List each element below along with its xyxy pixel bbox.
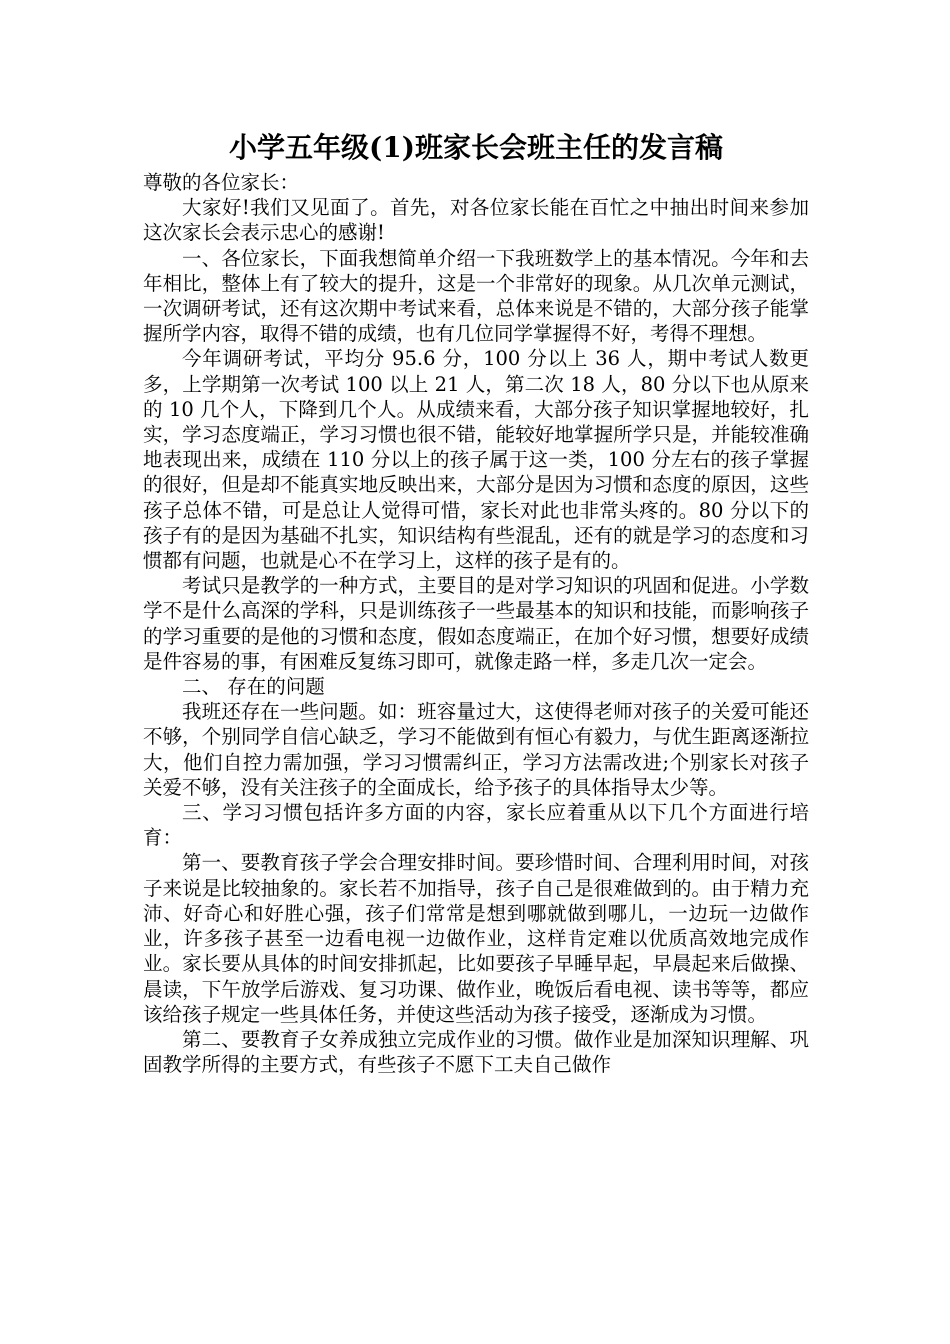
paragraph-exam-results: 今年调研考试，平均分 95.6 分，100 分以上 36 人，期中考试人数更多，上学期第一次考试 100 以上 21 人，第二次 18 人，80 分以下也从原来的 10 几个人，下降到几个人。从成绩来看，大部分孩子知识掌握地较好，扎实，学习态度端正，学习习惯也很不错，能较好地掌握所学只是，并能较准确地表现出来，成绩在 110 分以上的孩子属于这一类，100 分左右的孩子掌握的很好，但是却不能真实地反映出来，大部分是因为习惯和态度的原因，这些孩子总体不错，可是总让人觉得可惜，家长对此也非常头疼的。80 分以下的孩子有的是因为基础不扎实，知识结构有些混乱，还有的就是学习的态度和习惯都有问题，也就是心不在学习上，这样的孩子是有的。 — [143, 347, 809, 573]
paragraph-section-one: 一、各位家长，下面我想简单介绍一下我班数学上的基本情况。今年和去年相比，整体上有了较大的提升，这是一个非常好的现象。从几次单元测试，一次调研考试，还有这次期中考试来看，总体来说是不错的，大部分孩子能掌握所学内容，取得不错的成绩，也有几位同学掌握得不好，考得不理想。 — [143, 246, 809, 346]
document-page — [143, 128, 809, 1077]
salutation: 尊敬的各位家长： — [143, 171, 300, 194]
section-heading-problems: 二、 存在的问题 — [182, 675, 325, 699]
paragraph-problems: 我班还存在一些问题。如：班容量过大，这使得老师对孩子的关爱可能还不够，个别同学自信心缺乏，学习不能做到有恒心有毅力，与优生距离逐渐拉大，他们自控力需加强，学习习惯需纠正，学习方法需改进;个别家长对孩子关爱不够，没有关注孩子的全面成长，给予孩子的具体指导太少等。 — [143, 700, 809, 799]
paragraph-point-one: 第一、要教育孩子学会合理安排时间。要珍惜时间、合理利用时间，对孩子来说是比较抽象的。家长若不加指导，孩子自己是很难做到的。由于精力充沛、好奇心和好胜心强，孩子们常常是想到哪就做到哪儿，一边玩一边做作业，许多孩子甚至一边看电视一边做作业，这样肯定难以优质高效地完成作业。家长要从具体的时间安排抓起，比如要孩子早睡早起，早晨起来后做操、晨读，下午放学后游戏、复习功课、做作业，晚饭后看电视、读书等等，都应该给孩子规定一些具体任务，并使这些活动为孩子接受，逐渐成为习惯。 — [143, 851, 809, 1026]
paragraph-point-two: 第二、要教育子女养成独立完成作业的习惯。做作业是加深知识理解、巩固教学所得的主要方式，有些孩子不愿下工夫自己做作 — [143, 1027, 809, 1077]
paragraph-exam-purpose: 考试只是教学的一种方式，主要目的是对学习知识的巩固和促进。小学数学不是什么高深的学科，只是训练孩子一些最基本的知识和技能，而影响孩子的学习重要的是他的习惯和态度，假如态度端正，在加个好习惯，想要好成绩是件容易的事，有困难反复练习即可，就像走路一样，多走几次一定会。 — [143, 574, 809, 673]
paragraph-greeting: 大家好!我们又见面了。首先，对各位家长能在百忙之中抽出时间来参加这次家长会表示忠心的感谢! — [143, 196, 809, 245]
document-title: 小学五年级(1)班家长会班主任的发言稿 — [229, 131, 723, 164]
paragraph-section-three: 三、学习习惯包括许多方面的内容，家长应着重从以下几个方面进行培育： — [143, 801, 809, 850]
